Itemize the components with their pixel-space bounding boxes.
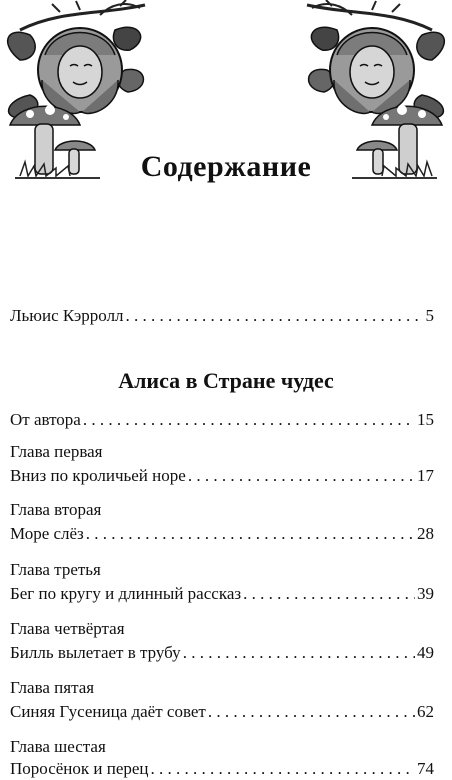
chapter-heading: Глава первая xyxy=(10,442,103,461)
chapter-heading: Глава вторая xyxy=(10,500,102,519)
toc-entry-title: От автора xyxy=(10,410,81,429)
leader-dots xyxy=(126,305,424,327)
chapter-heading: Глава пятая xyxy=(10,678,95,697)
toc-entry-page: 5 xyxy=(425,306,434,325)
leader-dots xyxy=(83,409,415,431)
toc-entry-page: 28 xyxy=(417,524,434,543)
toc-entry-chapter-5[interactable] xyxy=(10,701,434,723)
toc-entry-chapter-2[interactable] xyxy=(10,523,434,545)
toc-entry-foreword[interactable] xyxy=(10,409,434,431)
toc-entry-chapter-1[interactable] xyxy=(10,465,434,487)
toc-entry-page: 15 xyxy=(417,410,434,429)
toc-entry-page: 49 xyxy=(417,643,434,662)
toc-entry-chapter-6[interactable] xyxy=(10,758,434,780)
section-title: Алиса в Стране чудес xyxy=(118,368,334,393)
leader-dots xyxy=(208,701,415,723)
toc-entry-page: 39 xyxy=(417,584,434,603)
toc-entry-title: Билль вылетает в трубу xyxy=(10,643,181,662)
toc-entry-page: 17 xyxy=(417,466,434,485)
toc-entry-page: 62 xyxy=(417,702,434,721)
chapter-heading: Глава шестая xyxy=(10,737,106,756)
toc-entry-chapter-3[interactable] xyxy=(10,583,434,605)
toc-entry-title: Поросёнок и перец xyxy=(10,759,149,778)
toc-entry-title: Бег по кругу и длинный рассказ xyxy=(10,584,242,603)
leader-dots xyxy=(183,642,415,664)
leader-dots xyxy=(243,583,415,605)
toc-entry-title: Море слёз xyxy=(10,524,84,543)
toc-entry-intro[interactable] xyxy=(10,305,434,327)
chapter-heading: Глава четвёртая xyxy=(10,619,125,638)
chapter-heading: Глава третья xyxy=(10,560,101,579)
leader-dots xyxy=(188,465,415,487)
leader-dots xyxy=(86,523,415,545)
toc-entry-page: 74 xyxy=(417,759,434,778)
toc-entry-title: Вниз по кроличьей норе xyxy=(10,466,186,485)
page-title: Содержание xyxy=(140,150,312,183)
leader-dots xyxy=(151,758,415,780)
toc-entry-title: Синяя Гусеница даёт совет xyxy=(10,702,206,721)
toc-entry-chapter-4[interactable] xyxy=(10,642,434,664)
toc-entry-title: Льюис Кэрролл xyxy=(10,306,124,325)
